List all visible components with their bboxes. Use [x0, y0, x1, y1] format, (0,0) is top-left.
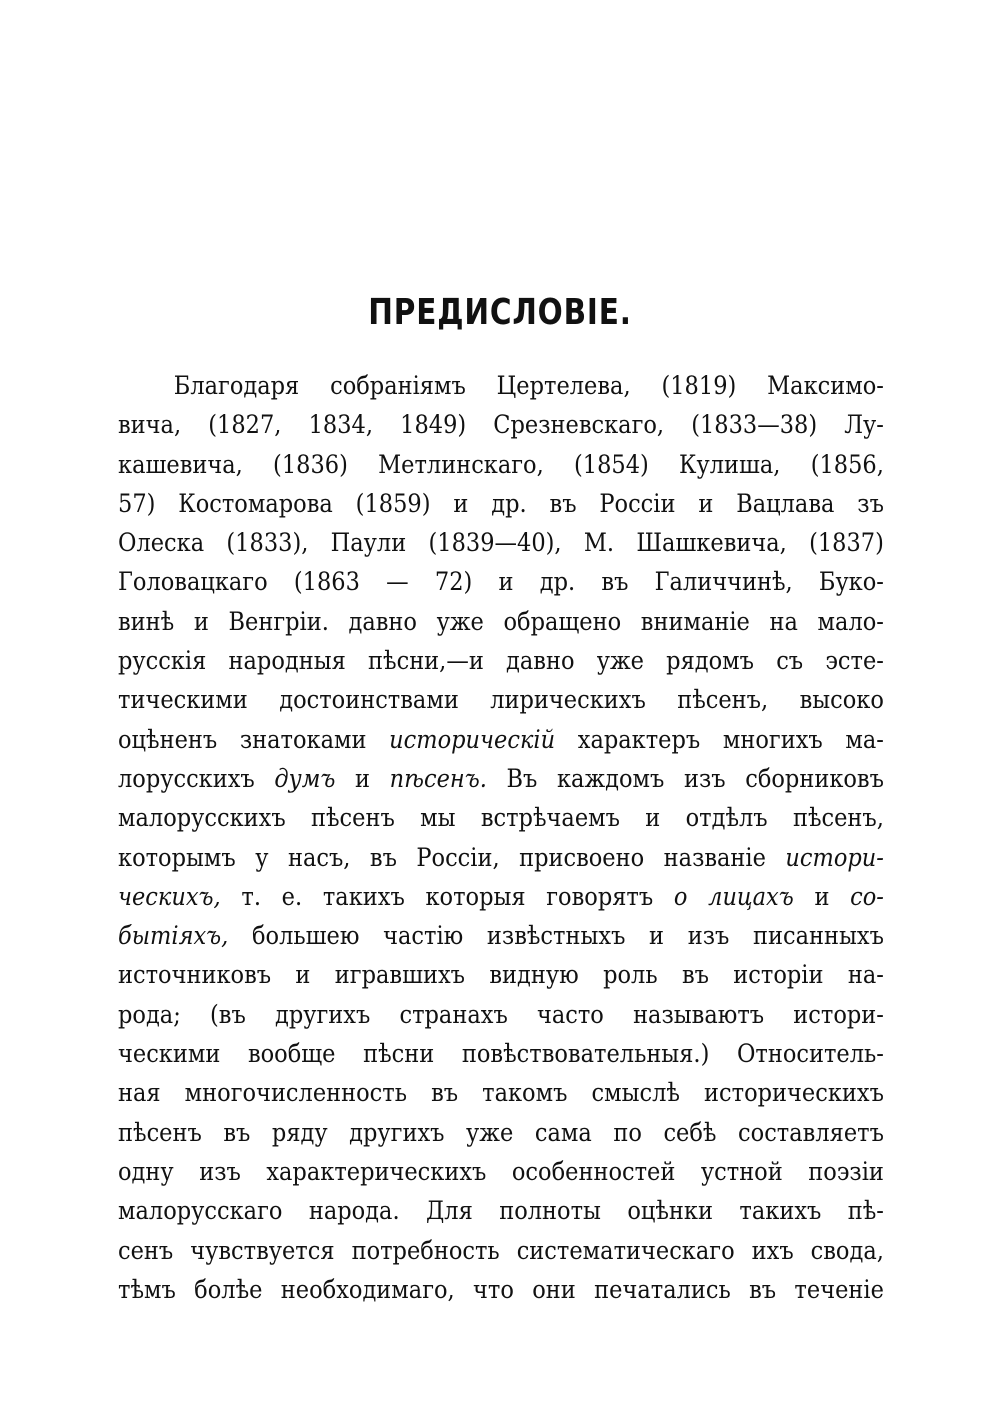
text-segment: и — [335, 763, 390, 793]
text-line — [118, 562, 884, 601]
text-segment: лорусскихъ — [118, 763, 275, 793]
text-segment: тѣмъ болѣе необходимаго, что они печатались въ теченіе — [118, 1274, 884, 1304]
text-segment: Въ каждомъ изъ сборниковъ — [486, 763, 884, 793]
text-line — [118, 405, 884, 444]
italic-phrase: думъ — [274, 763, 336, 793]
italic-phrase: ческихъ, — [118, 881, 221, 911]
text-segment: сенъ чувствуется потребность систематическаго ихъ свода, — [118, 1235, 884, 1265]
text-line — [118, 1231, 884, 1270]
page-title: ПРЕДИСЛОВІЕ. — [368, 292, 632, 333]
text-segment: Олеска (1833), Паули (1839—40), М. Шашкевича, (1837) — [118, 528, 884, 558]
text-line — [118, 1034, 884, 1073]
text-segment: винѣ и Венгріи. давно уже обращено вниманіе на мало- — [118, 606, 884, 636]
text-line — [118, 680, 884, 719]
text-line — [118, 720, 884, 759]
text-line — [118, 1191, 884, 1230]
text-segment: кашевича, (1836) Метлинскаго, (1854) Кулиша, (1856, — [118, 449, 884, 479]
text-line — [118, 1270, 884, 1309]
italic-phrase: о лицахъ — [673, 881, 794, 911]
text-segment: тическими достоинствами лирическихъ пѣсенъ, высоко — [118, 685, 884, 715]
italic-phrase: истори- — [785, 842, 884, 872]
text-line — [118, 602, 884, 641]
text-segment: ческими вообще пѣсни повѣствовательныя.) Относитель- — [118, 1039, 884, 1069]
text-line — [118, 916, 884, 955]
text-line — [118, 877, 884, 916]
preface-paragraph — [118, 366, 884, 1309]
text-line — [118, 523, 884, 562]
text-segment: Благодаря собраніямъ Цертелева, (1819) Максимо- — [173, 371, 884, 400]
text-segment: которымъ у насъ, въ Россіи, присвоено названіе — [118, 842, 786, 872]
text-line — [118, 366, 884, 405]
text-segment: т. е. такихъ которыя говорятъ — [220, 881, 674, 911]
text-segment: вича, (1827, 1834, 1849) Срезневскаго, (1833—38) Лу- — [118, 410, 884, 440]
text-line — [118, 1073, 884, 1112]
text-segment: русскія народныя пѣсни,—и давно уже рядомъ съ эсте- — [118, 646, 884, 676]
text-segment: малорусскихъ пѣсенъ мы встрѣчаемъ и отдѣлъ пѣсенъ, — [118, 803, 884, 833]
text-line — [118, 484, 884, 523]
text-line — [118, 1152, 884, 1191]
italic-phrase: со- — [850, 881, 884, 911]
text-line — [118, 955, 884, 994]
italic-phrase: историческій — [389, 724, 556, 754]
text-line — [118, 838, 884, 877]
text-segment: 57) Костомарова (1859) и др. въ Россіи и Вацлава зъ — [118, 488, 884, 518]
text-segment: источниковъ и игравшихъ видную роль въ исторіи на- — [118, 960, 884, 990]
text-line — [118, 759, 884, 798]
text-line — [118, 641, 884, 680]
text-line — [118, 798, 884, 837]
text-segment: ная многочисленность въ такомъ смыслѣ историческихъ — [118, 1078, 884, 1108]
italic-phrase: пѣсенъ. — [389, 763, 487, 793]
text-segment: оцѣненъ знатоками — [118, 724, 390, 754]
text-line — [118, 1113, 884, 1152]
text-segment: малорусскаго народа. Для полноты оцѣнки такихъ пѣ- — [118, 1196, 884, 1226]
text-segment: пѣсенъ въ ряду другихъ уже сама по себѣ составляетъ — [118, 1117, 884, 1147]
text-segment: и — [793, 881, 851, 911]
text-line — [118, 445, 884, 484]
text-segment: рода; (въ другихъ странахъ часто называютъ истори- — [118, 999, 884, 1029]
text-line — [118, 995, 884, 1034]
italic-phrase: бытіяхъ, — [118, 921, 229, 951]
text-segment: одну изъ характерическихъ особенностей устной поэзіи — [118, 1156, 884, 1186]
text-segment: большею частію извѣстныхъ и изъ писанныхъ — [228, 921, 884, 951]
text-segment: характеръ многихъ ма- — [555, 724, 884, 754]
text-segment: Головацкаго (1863 — 72) и др. въ Галиччинѣ, Буко- — [118, 567, 884, 597]
